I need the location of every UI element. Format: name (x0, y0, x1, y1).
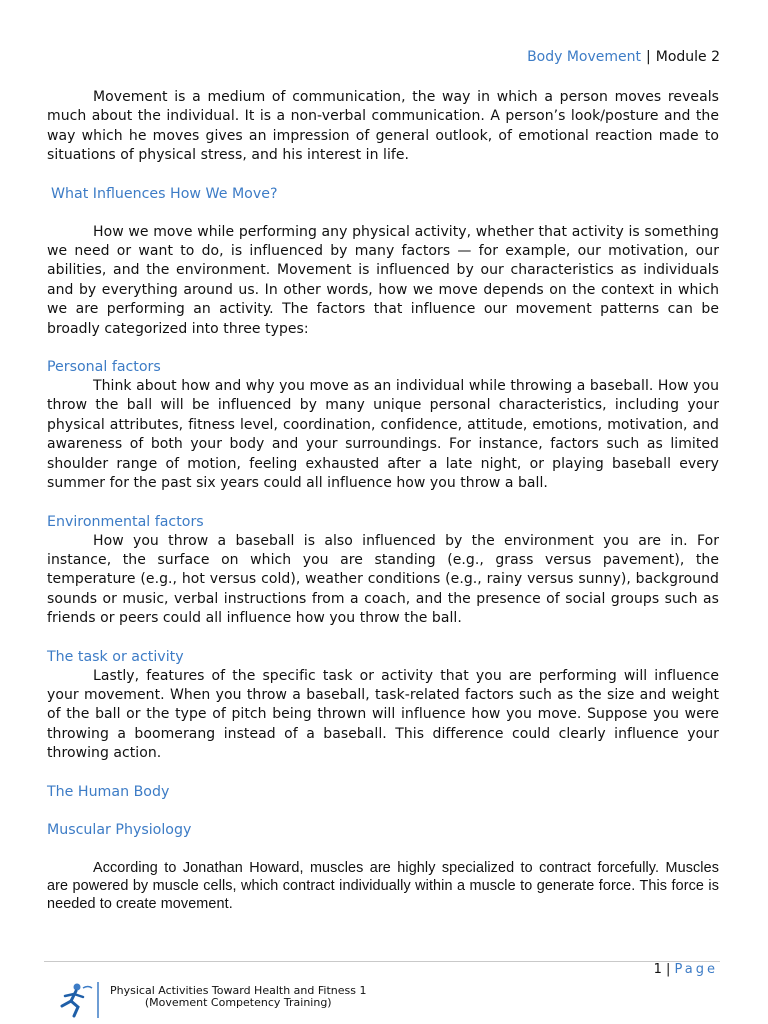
section-heading-personal: Personal factors (47, 359, 161, 376)
environmental-paragraph: How you throw a baseball is also influenced by the environment you are in. For instance, the surface on which you are standing (e.g., grass versus pavement), the temperature (e.g., hot versus cold), weather conditions (e.g., rainy versus sunny), background sounds or music, verbal instructions from a coach, and the presence of social groups such as friends or peers could all influence how you throw the ball. (47, 532, 719, 627)
footer-course-line-2: (Movement Competency Training) (144, 996, 332, 1009)
header-module: Module 2 (655, 49, 720, 65)
document-body (47, 88, 719, 913)
footer-course-title (110, 985, 366, 1009)
section-heading-environmental: Environmental factors (47, 513, 204, 530)
page-number (654, 962, 718, 977)
page-number-separator: | (665, 962, 671, 977)
intro-paragraph: Movement is a medium of communication, the way in which a person moves reveals much about the individual. It is a non-verbal communication. A person’s look/posture and the way which he moves gives an impression of general outlook, of emotional reaction made to situations of physical stress, and his interest in life. (47, 89, 719, 164)
page-word: Page (674, 962, 718, 977)
page-header (527, 49, 720, 65)
section-heading-human-body: The Human Body (47, 783, 170, 800)
header-separator: | (646, 49, 651, 65)
footer-divider (44, 961, 720, 962)
section-heading-muscular: Muscular Physiology (47, 821, 192, 838)
muscular-paragraph: According to Jonathan Howard, muscles are highly specialized to contract forcefully. Muscles are powered by muscle cells, which contract individually within a muscle to generate force. This force is needed to create movement. (47, 859, 719, 912)
runner-logo-icon (52, 980, 100, 1020)
task-paragraph: Lastly, features of the specific task or activity that you are performing will influence your movement. When you throw a baseball, task-related factors such as the size and weight of the ball or the type of pitch being thrown will influence how you move. Suppose you were throwing a boomerang instead of a baseball. This difference could clearly influence your throwing action. (47, 667, 719, 762)
influences-paragraph: How we move while performing any physical activity, whether that activity is something we need or want to do, is influenced by many factors — for example, our motivation, our abilities, and the environment. Movement is influenced by our characteristics as individuals and by everything around us. In other words, how we move depends on the context in which we are performing an activity. The factors that influence our movement patterns can be broadly categorized into three types: (47, 223, 719, 337)
page-number-value: 1 (653, 962, 662, 977)
header-title: Body Movement (527, 49, 642, 65)
section-heading-influences: What Influences How We Move? (51, 185, 278, 202)
personal-paragraph: Think about how and why you move as an individual while throwing a baseball. How you throw the ball will be influenced by many unique personal characteristics, including your physical attributes, fitness level, coordination, confidence, attitude, emotions, motivation, and awareness of both your body and your surroundings. For instance, factors such as limited shoulder range of motion, feeling exhausted after a late night, or playing baseball every summer for the past six years could all influence how you throw a ball. (47, 378, 719, 492)
footer-course-line-1: Physical Activities Toward Health and Fitness 1 (110, 984, 367, 997)
section-heading-task: The task or activity (47, 648, 184, 665)
